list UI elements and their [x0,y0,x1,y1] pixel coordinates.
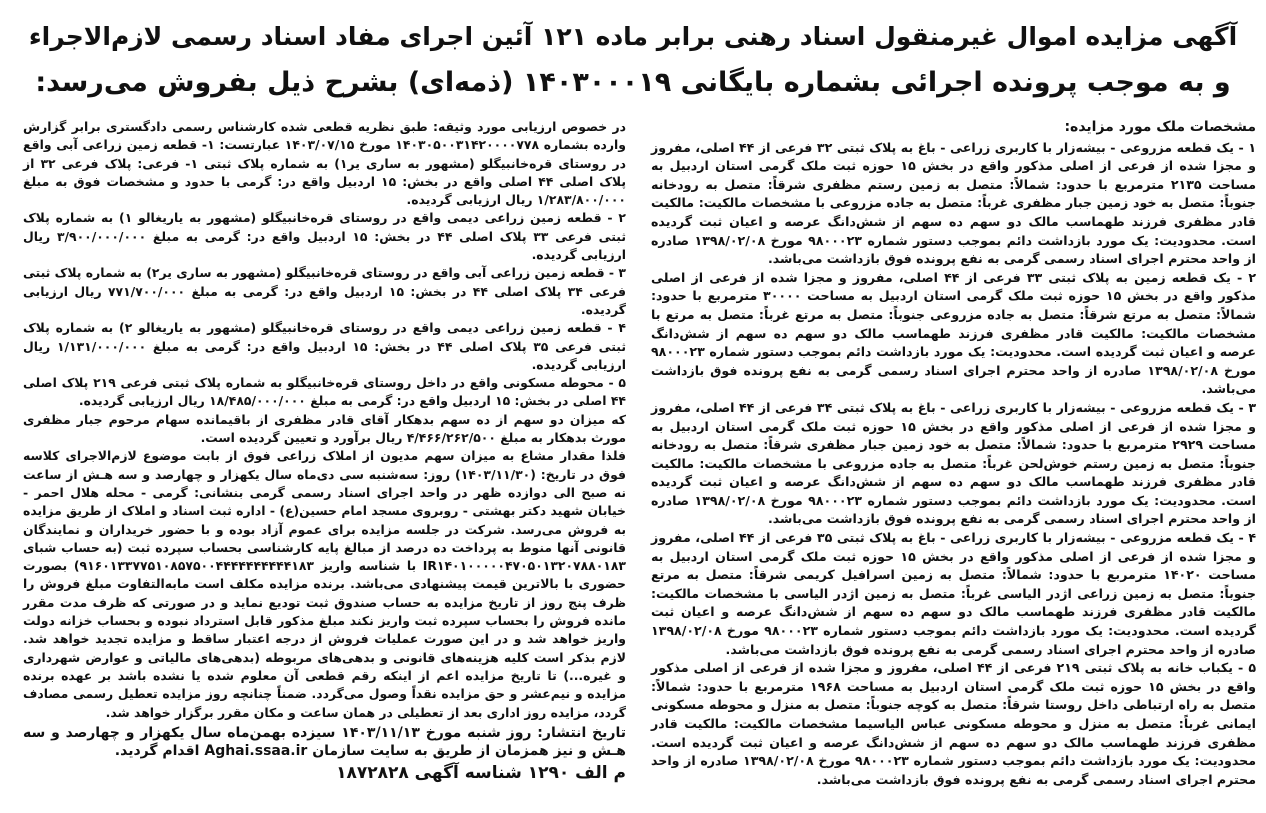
auction-terms: فلذا مقدار مشاع به میزان سهم مدیون از املاک زراعی فوق از بابت موضوع لازم‌الاجرای کلاسه فوق در تاریخ: (۱۴۰۳/۱۱/۳۰) روز: سه‌شنبه سی دی‌ماه سال یکهزار و چهارصد و سه هـش از ساعت نه صبح الی دوازده ظهر در واحد اجرای اسناد رسمی گرمی بنشانی: گرمی - محله هلال احمر - خیابان شهید دکتر بهشتی - روبروی مسجد امام حسین(ع) - اداره ثبت اسناد و املاک از طریق مزایده به فروش می‌رسد. شرکت در جلسه مزایده برای عموم آزاد بوده و با حضور خریداران و نمایندگان قانونی آنها منوط به پرداخت ده درصد از مبالغ پایه کارشناسی بحساب سپرده ثبت (به حساب شبای IR۱۴۰۱۰۰۰۰۰۴۷۰۵۰۱۳۲۰۷۸۸۰۱۸۳ با شناسه واریز ۹۱۶۰۱۳۳۷۷۵۱۰۸۵۷۵۰۰۴۴۴۴۴۴۴۴۴۴۱۸۳) بصورت حضوری با بالاترین قیمت پیشنهادی می‌باشد. برنده مزایده مکلف است مابه‌التفاوت مبلغ فروش را ظرف پنج روز از تاریخ مزایده به حساب صندوق ثبت تودیع نماید و در صورتی که ظرف مدت مقرر مانده فروش را بحساب سپرده ثبت واریز نکند مبلغ مذکور قابل استرداد نبوده و بحساب خزانه دولت واریز خواهد شد و در این صورت عملیات فروش از درجه اعتبار ساقط و مزایده تجدید خواهد شد. لازم بذکر است کلیه هزینه‌های قانونی و بدهی‌های مربوطه (بدهی‌های مالیاتی و عوارض شهرداری و غیره...) تا تاریخ مزایده اعم از اینکه رقم قطعی آن معلوم شده یا نشده باشد بر عهده برنده مزایده و نیم‌عشر و حق مزایده نقداً وصول می‌گردد. ضمناً چنانچه روز مزایده تعطیل رسمی مصادف گردد، مزایده روز اداری بعد از تعطیلی در همان ساعت و مکان مقرر برگزار خواهد شد. [23,448,626,720]
valuation-item: ۲ - قطعه زمین زراعی دیمی واقع در روستای قره‌خانبیگلو (مشهور به یاریغالو ۱) به شماره پلاک ثبتی فرعی ۳۳ پلاک اصلی ۴۴ در بخش: ۱۵ اردبیل واقع در: گرمی به مبلغ ۳/۹۰۰/۰۰۰/۰۰۰ ریال ارزیابی گردیده. [23,210,626,263]
title-line-2: و به موجب پرونده اجرائی بشماره بایگانی ۱۴۰۳۰۰۰۱۹ (ذمه‌ای) بشرح ذیل بفروش می‌رسد: [35,67,1231,98]
property-item: ۵ - یکباب خانه به پلاک ثبتی ۲۱۹ فرعی از ۴۴ اصلی، مفروز و مجزا شده از فرعی از اصلی مذکور واقع در بخش ۱۵ حوزه ثبت ملک گرمی استان اردبیل به مساحت ۱۹۶۸ مترمربع با حدود: شمالاً: متصل به راه ارتباطی داخل روستا شرقاً: متصل به کوچه جنوباً: متصل به منزل و محوطه مسکونی ایمانی غرباً: متصل به منزل و محوطه مسکونی عباس الیاسیما مشخصات مالکیت: مالکیت قادر مظفری فرزند طهماسب مالک دو سهم ده سهم از شش‌دانگ عرصه و اعیان ثبت گردیده است. محدودیت: یک مورد بازداشت دائم بموجب دستور شماره ۹۸۰۰۰۲۳ مورخ ۱۳۹۸/۰۲/۰۸ صادره از واحد محترم اجرای اسناد رسمی گرمی به نفع پرونده فوق بازداشت می‌باشد. [651,660,1256,787]
valuation-item: ۳ - قطعه زمین زراعی آبی واقع در روستای قره‌خانبیگلو (مشهور به ساری یر۲) به شماره پلاک ثبتی فرعی ۳۴ پلاک اصلی ۴۴ در بخش: ۱۵ اردبیل واقع در: گرمی به مبلغ ۷۷۱/۷۰۰/۰۰۰ ریال ارزیابی گردیده. [23,265,626,317]
publish-date: تاریخ انتشار: روز شنبه مورخ ۱۴۰۳/۱۱/۱۳ سیزده بهمن‌ماه سال یکهزار و چهارصد و سه هـش و نیز همزمان از طریق به سایت سازمان Aghai.ssaa.ir اقدام گردید. [23,724,626,760]
share-text: که میزان دو سهم از ده سهم بدهکار آقای قادر مظفری از باقیمانده سهام مرحوم جبار مظفری مورث بدهکار به مبلغ ۴/۴۶۶/۲۶۲/۵۰۰ ریال برآورد و تعیین گردیده است. [23,411,626,446]
property-specs-heading: مشخصات ملک مورد مزایده: [1064,119,1256,135]
property-specs-column [651,118,1256,789]
property-item: ۴ - یک قطعه مزروعی - بیشه‌زار با کاربری زراعی - باغ به پلاک ثبتی ۳۵ فرعی از ۴۴ اصلی، مفروز و مجزا شده از فرعی از اصلی مذکور واقع در بخش ۱۵ حوزه ثبت ملک گرمی استان اردبیل به مساحت ۱۴۰۲۰ مترمربع با حدود: شمالاً: متصل به زمین اسرافیل کریمی شرقاً: متصل به مرتع جنوباً: متصل به زمین زراعی اژدر الیاسی غرباً: متصل به زمین اژدر الیاسی با مشخصات مالکیت: مالکیت قادر مظفری فرزند طهماسب مالک دو سهم ده سهم از شش‌دانگ عرصه و اعیان ثبت گردیده است. محدودیت: یک مورد بازداشت دائم بموجب دستور شماره ۹۸۰۰۰۲۳ مورخ ۱۳۹۸/۰۲/۰۸ صادره از واحد محترم اجرای اسناد رسمی گرمی به نفع پرونده فوق بازداشت می‌باشد. [651,530,1257,657]
valuation-intro: در خصوص ارزیابی مورد وثیقه: طبق نظریه قطعی شده کارشناس رسمی دادگستری برابر گزارش وارده بشماره ۱۴۰۳۰۵۰۰۳۱۴۲۰۰۰۰۷۷۸ مورخ ۱۴۰۳/۰۷/۱۵ عبارتست: ۱- قطعه زمین زراعی آبی واقع در روستای قره‌خانبیگلو (مشهور به ساری یر۱) به شماره پلاک ثبتی ۱- فرعی: پلاک فرعی ۳۲ از پلاک اصلی ۴۴ اصلی واقع در بخش: ۱۵ اردبیل واقع در: گرمی با حدود و مشخصات فوق به مبلغ ۱/۲۸۳/۸۰۰/۰۰۰ ریال ارزیابی گردیده. [23,119,626,208]
property-item: ۱ - یک قطعه مزروعی - بیشه‌زار با کاربری زراعی - باغ به پلاک ثبتی ۳۲ فرعی از ۴۴ اصلی، مفروز و مجزا شده از فرعی از اصلی مذکور واقع در بخش ۱۵ حوزه ثبت ملک گرمی استان اردبیل به مساحت ۲۱۳۵ مترمربع با حدود: شمالاً: متصل به زمین رستم مظفری شرقاً: متصل به رودخانه جنوباً: متصل به خود زمین جبار مظفری غرباً: متصل به جاده مزروعی با مشخصات مالکیت: مالکیت قادر مظفری فرزند طهماسب مالک دو سهم ده سهم از شش‌دانگ عرصه و اعیان ثبت گردیده است. محدودیت: یک مورد بازداشت دائم بموجب دستور شماره ۹۸۰۰۰۲۳ مورخ ۱۳۹۸/۰۲/۰۸ صادره از واحد محترم اجرای اسناد رسمی گرمی به نفع پرونده فوق بازداشت می‌باشد. [651,139,1256,267]
property-item: ۳ - یک قطعه مزروعی - بیشه‌زار با کاربری زراعی - باغ به پلاک ثبتی ۳۴ فرعی از ۴۴ اصلی، مفروز و مجزا شده از فرعی از اصلی مذکور واقع در بخش ۱۵ حوزه ثبت ملک گرمی استان اردبیل به مساحت ۲۹۲۹ مترمربع با حدود: شمالاً: متصل به خود زمین جبار مظفری شرقاً: متصل به رودخانه جنوباً: متصل به زمین رستم خوش‌لحن غرباً: متصل به جاده مزروعی با مشخصات مالکیت: مالکیت قادر مظفری فرزند طهماسب مالک دو سهم ده سهم از شش‌دانگ عرصه و اعیان ثبت گردیده است. محدودیت: یک مورد بازداشت دائم بموجب دستور شماره ۹۸۰۰۰۲۳ مورخ ۱۳۹۸/۰۲/۰۸ صادره از واحد محترم اجرای اسناد رسمی گرمی به نفع پرونده فوق بازداشت می‌باشد. [651,399,1257,527]
notice-title [20,14,1246,106]
title-line-1: آگهی مزایده اموال غیرمنقول اسناد رهنی برابر ماده ۱۲۱ آئین اجرای مفاد اسناد رسمی لازم‌الاجراء [28,22,1238,51]
ad-identifier: م الف ۱۲۹۰ شناسه آگهی ۱۸۷۲۸۲۸ [336,763,626,784]
valuation-column [23,118,626,783]
valuation-item: ۵ - محوطه مسکونی واقع در داخل روستای قره‌خانبیگلو به شماره پلاک ثبتی فرعی ۲۱۹ پلاک اصلی ۴۴ اصلی در بخش: ۱۵ اردبیل واقع در: گرمی به مبلغ ۱۸/۴۸۵/۰۰۰/۰۰۰ ریال ارزیابی گردیده. [23,375,626,409]
property-item: ۲ - یک قطعه زمین به پلاک ثبتی ۳۳ فرعی از ۴۴ اصلی، مفروز و مجزا شده از فرعی از اصلی مذکور واقع در بخش ۱۵ حوزه ثبت ملک گرمی استان اردبیل به مساحت ۳۰۰۰۰ مترمربع با حدود: شمالاً: متصل به مرتع شرقاً: متصل به جاده مزروعی جنوباً: متصل به مرتع غرباً: متصل به مرتع با مشخصات مالکیت: مالکیت قادر مظفری فرزند طهماسب مالک دو سهم ده سهم از شش‌دانگ عرصه و اعیان ثبت گردیده است. محدودیت: یک مورد بازداشت دائم بموجب دستور شماره ۹۸۰۰۰۲۳ مورخ ۱۳۹۸/۰۲/۰۸ صادره از واحد محترم اجرای اسناد رسمی گرمی به نفع پرونده فوق بازداشت می‌باشد. [651,269,1256,397]
valuation-item: ۴ - قطعه زمین زراعی دیمی واقع در روستای قره‌خانبیگلو (مشهور به یاریغالو ۲) به شماره پلاک ثبتی فرعی ۳۵ پلاک اصلی ۴۴ در بخش: ۱۵ اردبیل واقع در: گرمی به مبلغ ۱/۱۳۱/۰۰۰/۰۰۰ ریال ارزیابی گردیده. [23,320,626,372]
